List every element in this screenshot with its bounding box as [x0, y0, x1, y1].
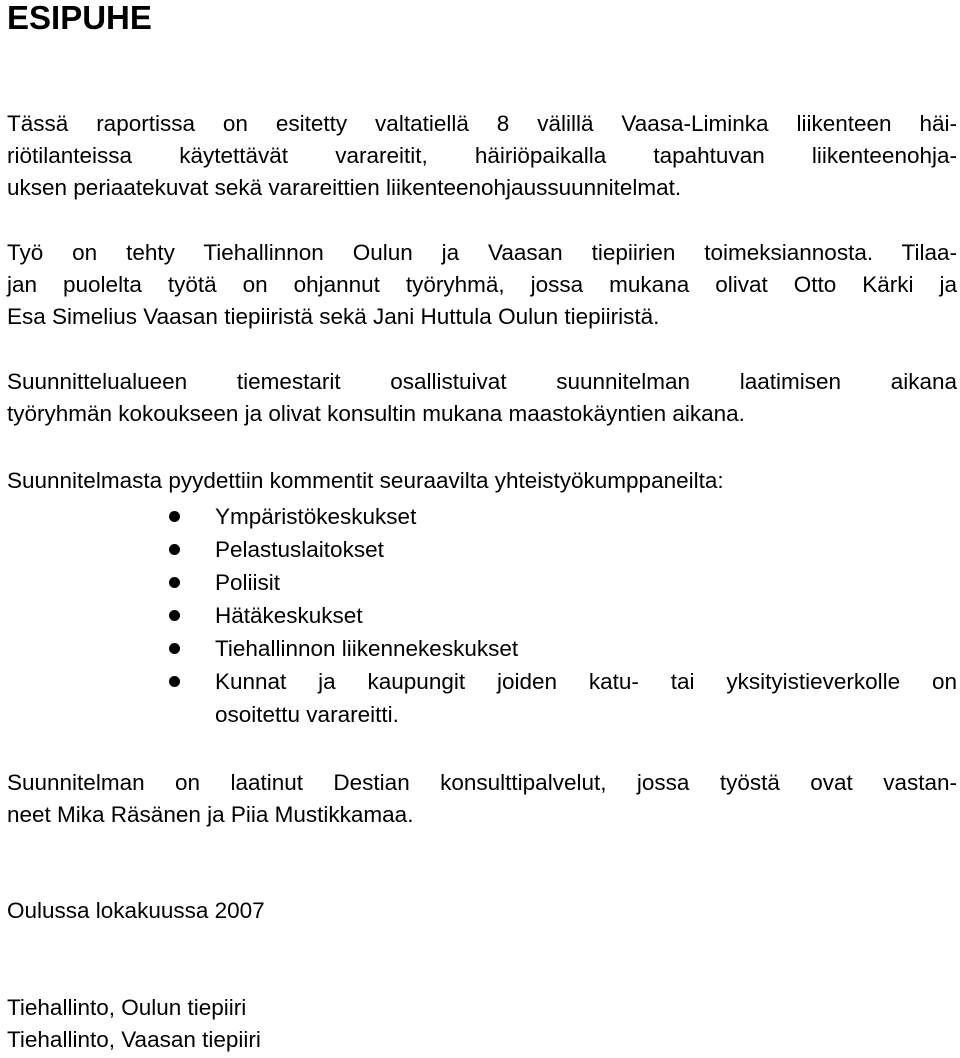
intro-paragraph — [7, 108, 957, 204]
text-line: työryhmän kokoukseen ja olivat konsultin mukana maastokäyntien aikana. — [7, 401, 745, 426]
list-item-label: Pelastuslaitokset — [215, 537, 384, 562]
list-item — [7, 566, 957, 599]
bullet-icon — [169, 610, 180, 621]
bullet-icon — [169, 643, 180, 654]
text-line: Oulussa lokakuussa 2007 — [7, 898, 265, 923]
bullet-icon — [169, 577, 180, 588]
list-item — [7, 599, 957, 632]
list-item — [7, 533, 957, 566]
bullet-icon — [169, 544, 180, 555]
signature-line: Tiehallinto, Vaasan tiepiiri — [7, 1027, 261, 1052]
signature-line: Tiehallinto, Oulun tiepiiri — [7, 995, 247, 1020]
list-item — [7, 665, 957, 731]
bullet-icon — [169, 676, 180, 687]
signatures — [7, 992, 957, 1056]
list-item-label: Hätäkeskukset — [215, 603, 363, 628]
text-line: neet Mika Räsänen ja Piia Mustikkamaa. — [7, 802, 414, 827]
commission-paragraph — [7, 237, 957, 333]
place-date — [7, 895, 957, 927]
author-paragraph — [7, 767, 957, 831]
list-item-label: Tiehallinnon liikennekeskukset — [215, 636, 519, 661]
page-title: ESIPUHE — [7, 0, 152, 36]
list-item-label: osoitettu varareitti. — [215, 702, 399, 727]
text-line: Suunnitelman on laatinut Destian konsulttipalvelut, jossa työstä ovat vastan- — [7, 770, 957, 795]
text-line: jan puolelta työtä on ohjannut työryhmä, jossa mukana olivat Otto Kärki ja — [7, 272, 957, 297]
text-line: Työ on tehty Tiehallinnon Oulun ja Vaasan tiepiirien toimeksiannosta. Tilaa- — [7, 240, 957, 265]
text-line: Suunnittelualueen tiemestarit osallistuivat suunnitelman laatimisen aikana — [7, 369, 957, 394]
text-line: Tässä raportissa on esitetty valtatiellä 8 välillä Vaasa-Liminka liikenteen häi- — [7, 111, 957, 136]
list-item-label: Poliisit — [215, 570, 281, 595]
comments-intro — [7, 465, 957, 497]
text-line: Esa Simelius Vaasan tiepiiristä sekä Jani Huttula Oulun tiepiiristä. — [7, 304, 660, 329]
participants-paragraph — [7, 366, 957, 430]
partner-list — [7, 500, 957, 731]
text-line: riötilanteissa käytettävät varareitit, häiriöpaikalla tapahtuvan liikenteenohja- — [7, 143, 957, 168]
bullet-icon — [169, 511, 180, 522]
list-item-label: Kunnat ja kaupungit joiden katu- tai yksityistieverkolle on — [215, 669, 957, 694]
text-line: uksen periaatekuvat sekä varareittien liikenteenohjaussuunnitelmat. — [7, 175, 682, 200]
text-line: Suunnitelmasta pyydettiin kommentit seuraavilta yhteistyökumppaneilta: — [7, 468, 724, 493]
list-item — [7, 500, 957, 533]
list-item-label: Ympäristökeskukset — [215, 504, 417, 529]
list-item — [7, 632, 957, 665]
